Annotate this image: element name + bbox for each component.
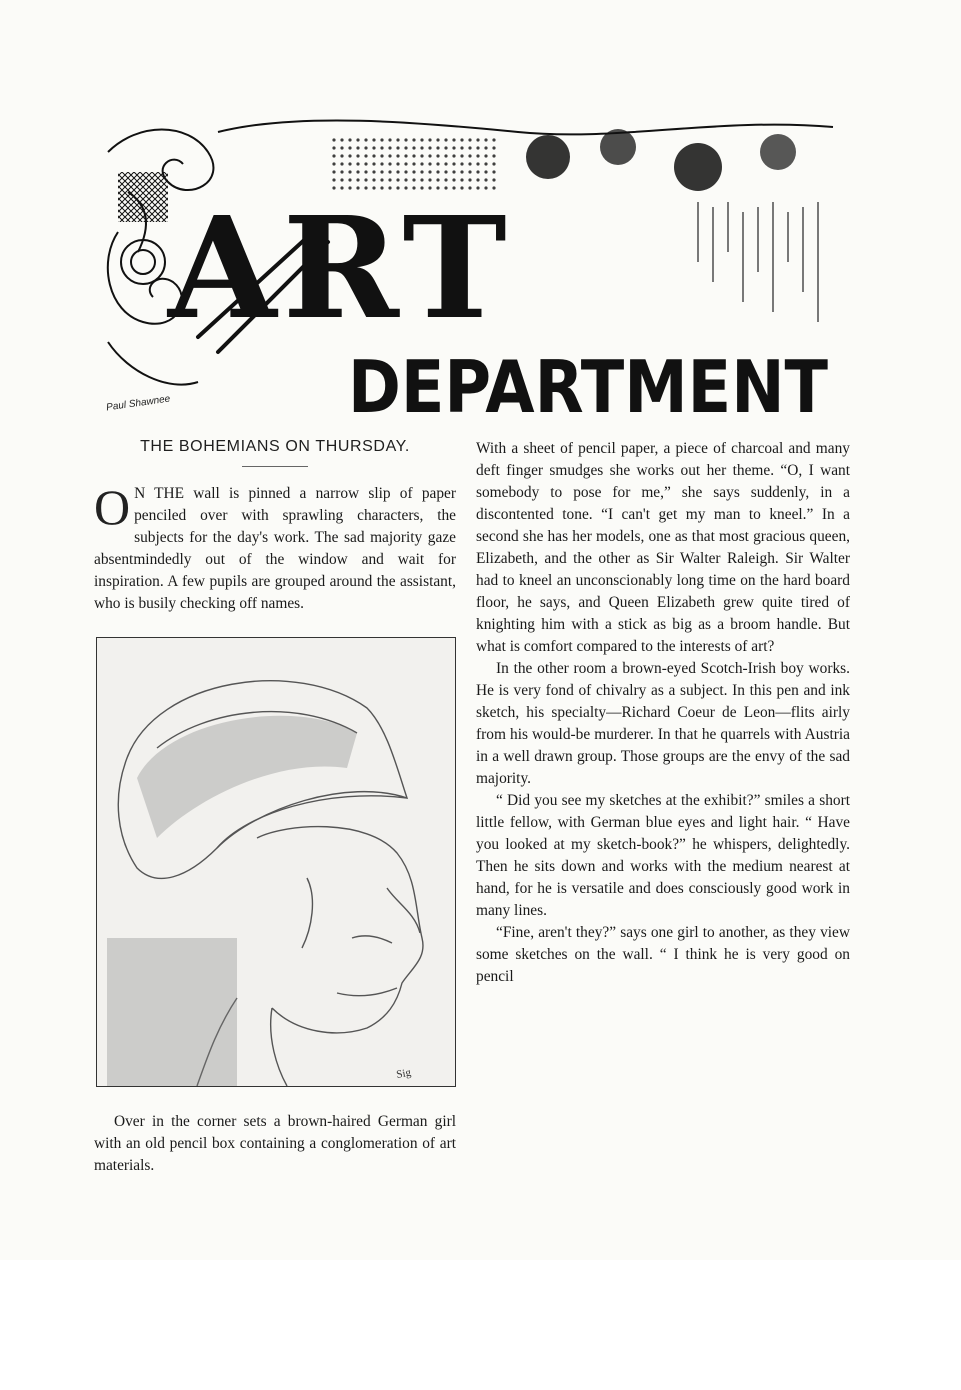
paragraph-2: Over in the corner sets a brown-haired German girl with an old pencil box containing a conglomeration of art materials.: [94, 1113, 456, 1174]
paragraph-1: [94, 479, 456, 615]
right-column: [476, 438, 850, 988]
left-column: [94, 438, 456, 1177]
article-heading: THE BOHEMIANS ON THURSDAY.: [140, 438, 410, 455]
drop-cap: O: [94, 479, 131, 535]
artist-credit: Paul Shawnee: [105, 393, 171, 414]
paragraph-4: In the other room a brown-eyed Scotch-Irish boy works. He is very fond of chivalry as a subject. In this pen and ink sketch, his specialty—Richard Coeur de Leon—flits airly from his would-be murderer. In that he quarrels with Austria in a well drawn group. Those groups are the envy of the sad majority.: [476, 660, 850, 787]
header-title-art: ART: [168, 187, 513, 351]
heading-rule: [242, 466, 308, 467]
svg-text:Sig: Sig: [395, 1066, 412, 1081]
paragraph-5: “ Did you see my sketches at the exhibit?” smiles a short little fellow, with German blue eyes and light hair. “ Have you looked at my sketch-book?” he whispers, delightedly. Then he sits down and works with the medium nearest at hand, for he is versatile and does consciously good work in many lines.: [476, 792, 850, 919]
header-title-department: DEPARTMENT: [348, 345, 828, 424]
portrait-sketch-image: [96, 637, 456, 1087]
art-department-header-illustration: [98, 112, 838, 424]
paragraph-3: With a sheet of pencil paper, a piece of charcoal and many deft finger smudges she works out her theme. “O, I want somebody to pose for me,” she says suddenly, in a discontented tone. “I can't get my man to kneel.” In a second she has her models, one as that most gracious queen, Elizabeth, and the other as Sir Walter Raleigh. Sir Walter had to kneel an unconscionably long time on the hard board floor, he says, and Queen Elizabeth grew quite tired of knighting him with a stick as big as a broom handle. But what is comfort compared to the interests of art?: [476, 440, 850, 655]
paragraph-1-text: N THE wall is pinned a narrow slip of paper penciled over with sprawling characters, the subjects for the day's work. The sad majority gaze absentmindedly out of the window and wait for inspiration. A few pupils are grouped around the assistant, who is busily checking off names.: [94, 485, 456, 612]
paragraph-6: “Fine, aren't they?” says one girl to another, as they view some sketches on the wall. “ I think he is very good on pencil: [476, 924, 850, 985]
